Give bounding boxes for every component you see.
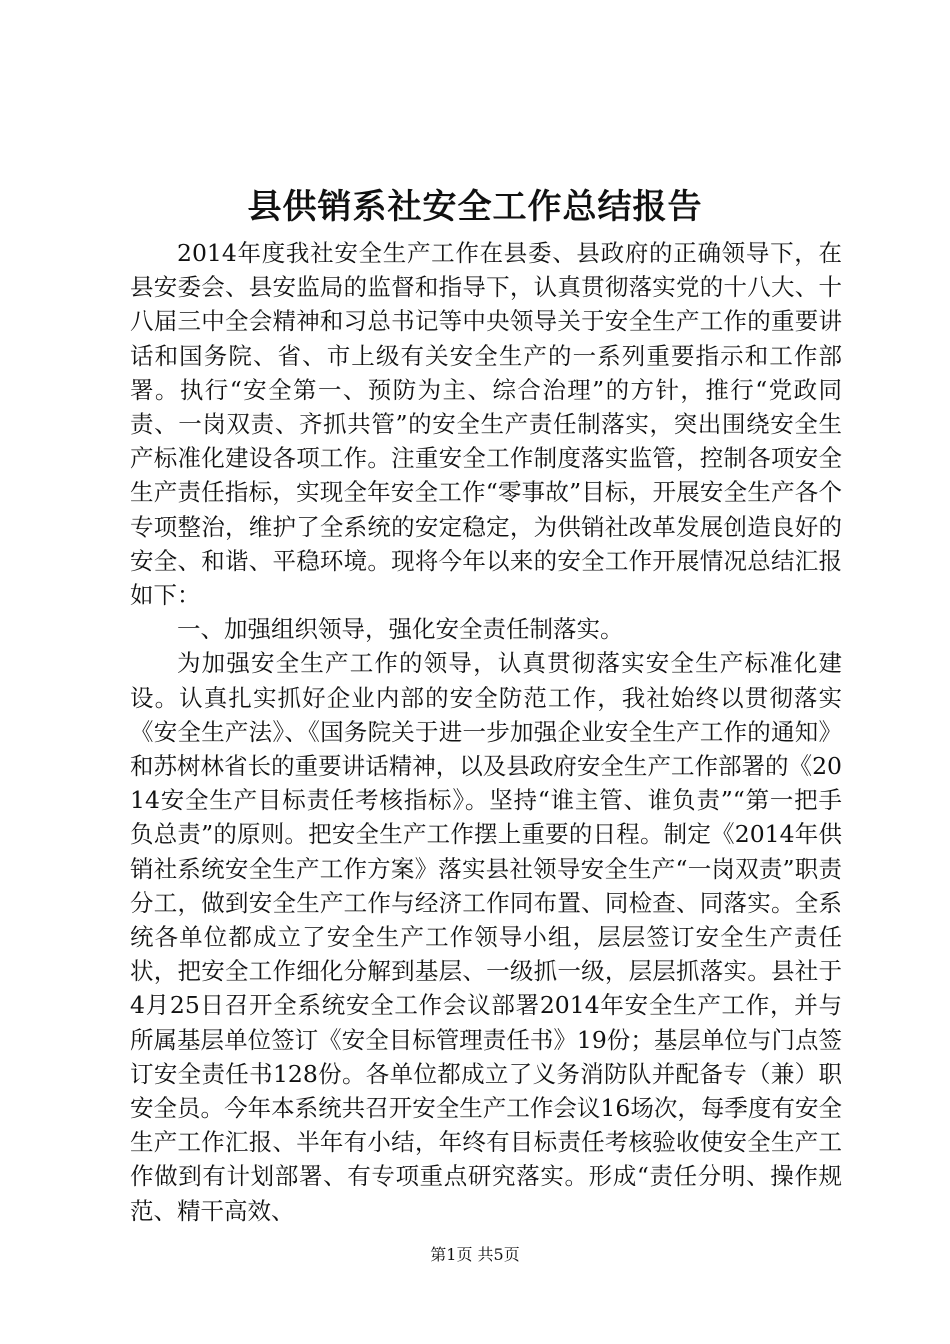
page-number-footer: 第1页 共5页 bbox=[430, 1245, 520, 1264]
intro-paragraph: 2014年度我社安全生产工作在县委、县政府的正确领导下，在县安委会、县安监局的监督和指导下，认真贯彻落实党的十八大、十八届三中全会精神和习总书记等中央领导关于安全生产工作的重要讲话和国务院、省、市上级有关安全生产的一系列重要指示和工作部署。执行“安全第一、预防为主、综合治理”的方针，推行“党政同责、一岗双责、齐抓共管”的安全生产责任制落实，突出围绕安全生产标准化建设各项工作。注重安全工作制度落实监管，控制各项安全生产责任指标，实现全年安全工作“零事故”目标，开展安全生产各个专项整治，维护了全系统的安定稳定，为供销社改革发展创造良好的安全、和谐、平稳环境。现将今年以来的安全工作开展情况总结汇报如下： bbox=[130, 239, 842, 610]
section-paragraph: 为加强安全生产工作的领导，认真贯彻落实安全生产标准化建设。认真扎实抓好企业内部的安全防范工作，我社始终以贯彻落实《安全生产法》、《国务院关于进一步加强企业安全生产工作的通知》和苏树林省长的重要讲话精神，以及县政府安全生产工作部署的《2014安全生产目标责任考核指标》。坚持“谁主管、谁负责”“第一把手负总责”的原则。把安全生产工作摆上重要的日程。制定《2014年供销社系统安全生产工作方案》落实县社领导安全生产“一岗双责”职责分工，做到安全生产工作与经济工作同布置、同检查、同落实。全系统各单位都成立了安全生产工作领导小组，层层签订安全生产责任状，把安全工作细化分解到基层、一级抓一级，层层抓落实。县社于4月25日召开全系统安全工作会议部署2014年安全生产工作，并与所属基层单位签订《安全目标管理责任书》19份；基层单位与门点签订安全责任书128份。各单位都成立了义务消防队并配备专（兼）职安全员。今年本系统共召开安全生产工作会议16场次，每季度有安全生产工作汇报、半年有小结，年终有目标责任考核验收使安全生产工作做到有计划部署、有专项重点研究落实。形成“责任分明、操作规范、精干高效、 bbox=[130, 649, 842, 1225]
section-heading: 一、加强组织领导，强化安全责任制落实。 bbox=[177, 615, 624, 644]
document-title: 县供销系社安全工作总结报告 bbox=[247, 187, 703, 227]
document-body bbox=[130, 236, 842, 1228]
